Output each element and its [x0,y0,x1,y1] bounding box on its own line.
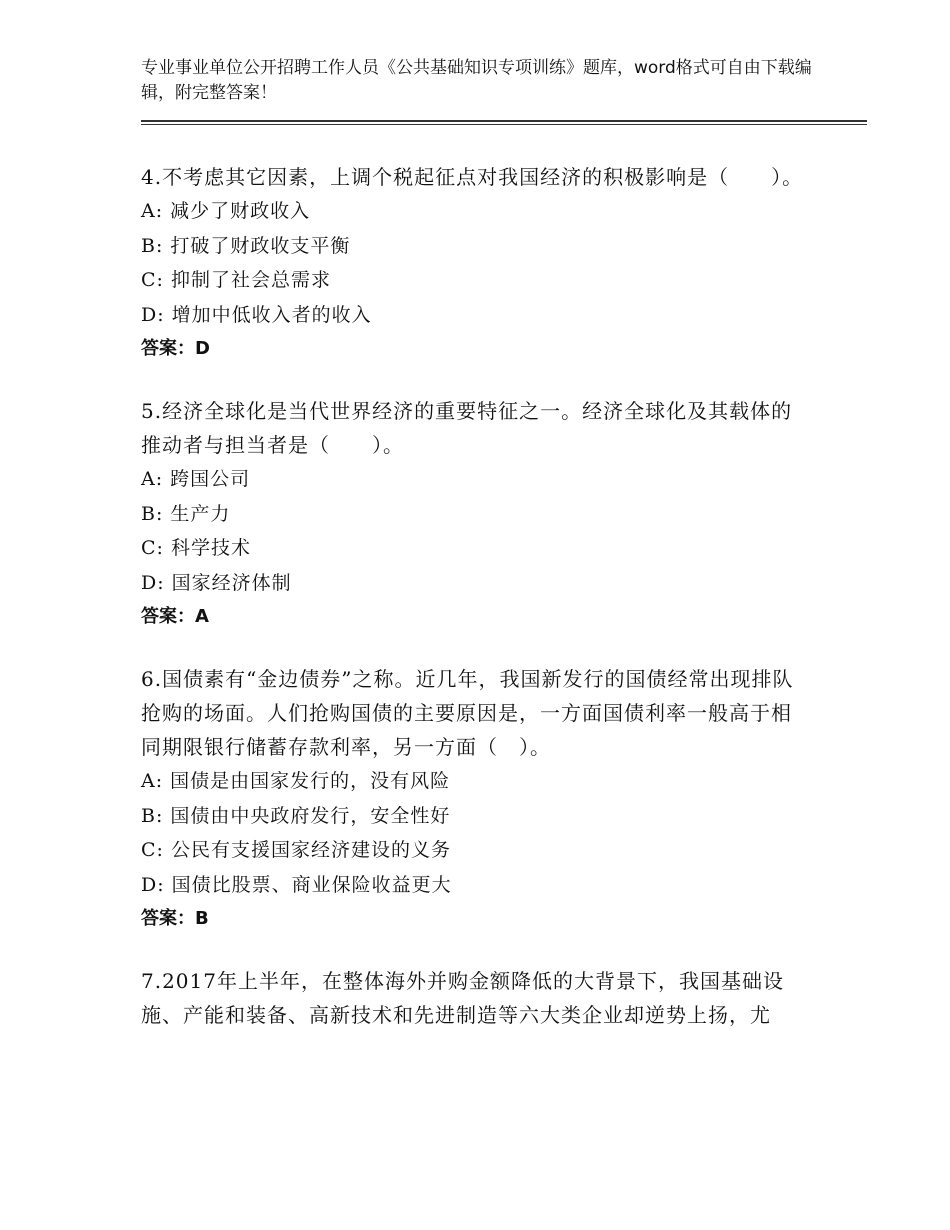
option-a: A: 减少了财政收入 [141,200,311,222]
answer-line: 答案：A [141,606,209,627]
question-stem: 6.国债素有“金边债券”之称。近几年，我国新发行的国债经常出现排队抢购的场面。人们抢购国债的主要原因是，一方面国债利率一般高于相同期限银行储蓄存款利率，另一方面（ ）。 [141,667,794,759]
question-4 [141,160,806,366]
question-stem: 7.2017年上半年，在整体海外并购金额降低的大背景下，我国基础设施、产能和装备、高新技术和先进制造等六大类企业却逆势上扬，尤 [141,969,784,1027]
question-list [141,160,806,1060]
option-d: D: 国家经济体制 [141,571,292,594]
header-divider [141,120,867,125]
option-c: C: 抑制了社会总需求 [141,269,331,291]
option-d: D: 增加中低收入者的收入 [141,303,372,326]
question-5 [141,394,806,634]
question-6 [141,662,806,936]
question-stem: 4.不考虑其它因素，上调个税起征点对我国经济的积极影响是（ ）。 [141,165,804,189]
question-stem: 5.经济全球化是当代世界经济的重要特征之一。经济全球化及其载体的推动者与担当者是（ ）。 [141,399,793,457]
answer-line: 答案：D [141,338,210,359]
option-a: A: 跨国公司 [141,468,251,490]
option-d: D: 国债比股票、商业保险收益更大 [141,873,452,896]
document-header: 专业事业单位公开招聘工作人员《公共基础知识专项训练》题库，word格式可自由下载编辑，附完整答案！ [141,58,812,103]
question-7 [141,964,806,1032]
option-a: A: 国债是由国家发行的，没有风险 [141,770,451,792]
option-c: C: 公民有支援国家经济建设的义务 [141,839,451,861]
answer-line: 答案：B [141,908,209,929]
option-b: B: 国债由中央政府发行，安全性好 [141,804,451,827]
option-b: B: 生产力 [141,502,231,525]
option-c: C: 科学技术 [141,537,251,559]
option-b: B: 打破了财政收支平衡 [141,234,351,257]
